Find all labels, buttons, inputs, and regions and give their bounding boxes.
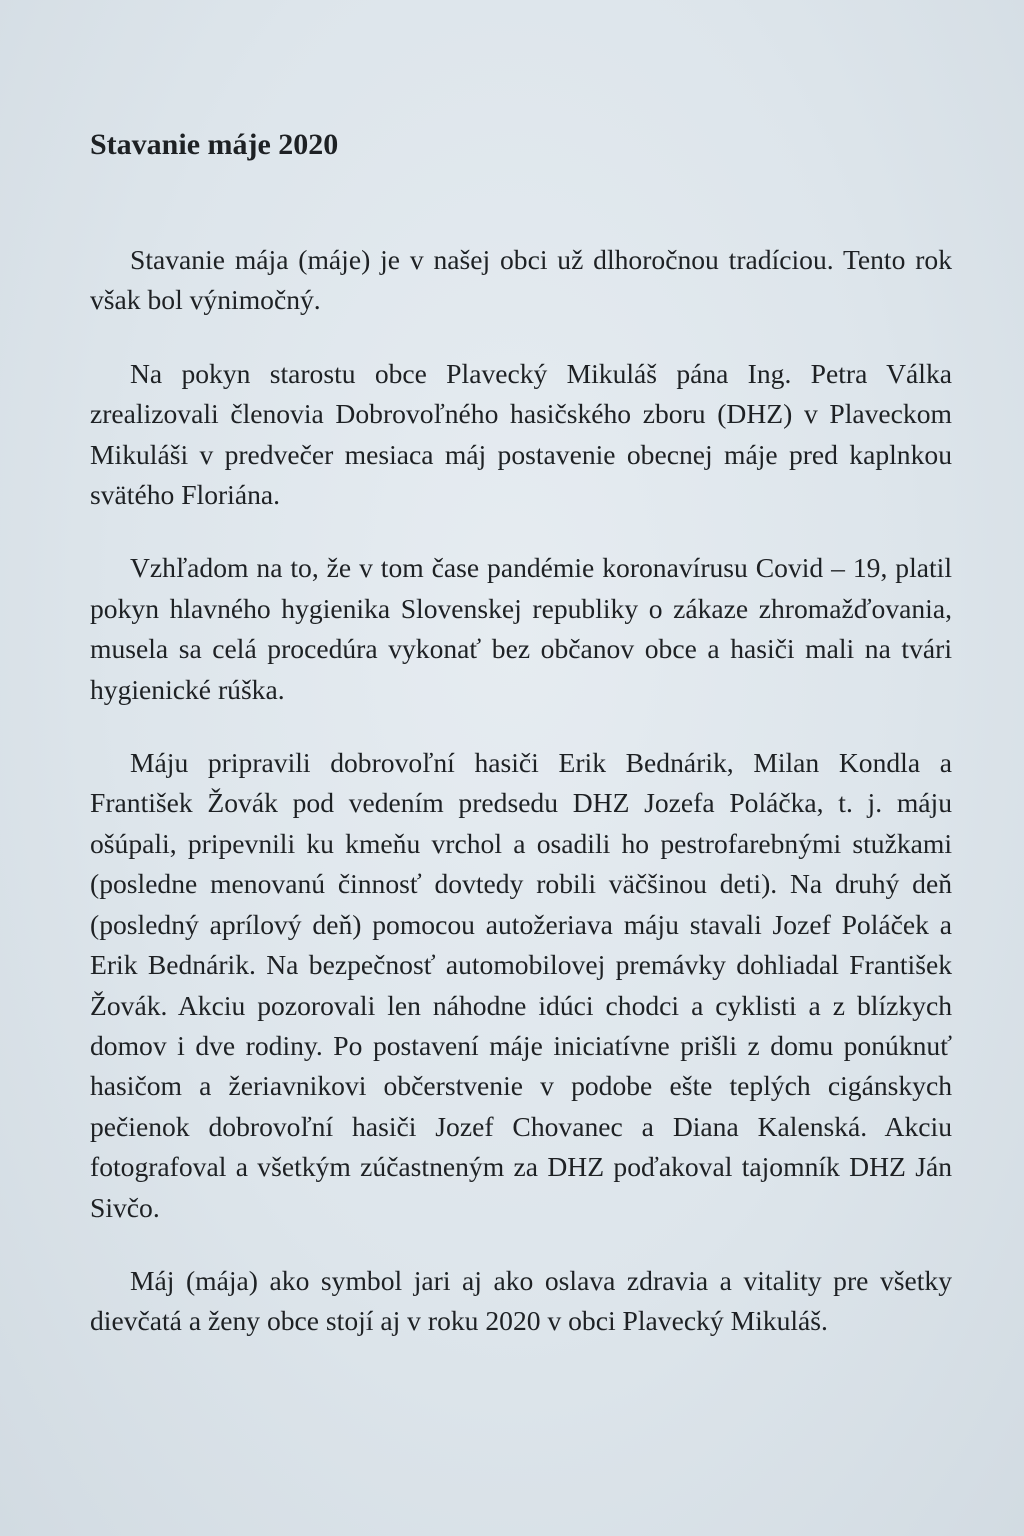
document-body	[90, 126, 952, 1375]
paragraph-mayor-instruction: Na pokyn starostu obce Plavecký Mikuláš pána Ing. Petra Válka zrealizovali členovia Dobrovoľného hasičského zboru (DHZ) v Plaveckom Mikuláši v predvečer mesiaca máj postavenie obecnej máje pred kaplnkou svätého Floriána.	[90, 357, 952, 511]
document-title: Stavanie máje 2020	[90, 128, 339, 161]
paragraph-pandemic: Vzhľadom na to, že v tom čase pandémie koronavírusu Covid – 19, platil pokyn hlavného hygienika Slovenskej republiky o zákaze zhromažďovania, musela sa celá procedúra vykonať bez občanov obce a hasiči mali na tvári hygienické rúška.	[90, 552, 952, 705]
paragraph-preparation: Máju pripravili dobrovoľní hasiči Erik Bednárik, Milan Kondla a František Žovák pod vedením predsedu DHZ Jozefa Poláčka, t. j. máju ošúpali, pripevnili ku kmeňu vrchol a osadili ho pestrofarebnými stužkami (posledne menovanú činnosť dovtedy robili väčšinou deti). Na druhý deň (posledný aprílový deň) pomocou autožeriava máju stavali Jozef Poláček a Erik Bednárik. Na bezpečnosť automobilovej premávky dohliadal František Žovák. Akciu pozorovali len náhodne idúci chodci a cyklisti a z blízkych domov i dve rodiny. Po postavení máje iniciatívne prišli z domu ponúknuť hasičom a žeriavnikovi občerstvenie v podobe ešte teplých cigánskych pečienok dobrovoľní hasiči Jozef Chovanec a Diana Kalenská. Akciu fotografoval a všetkým zúčastneným za DHZ poďakoval tajomník DHZ Ján Sivčo.	[90, 747, 952, 1223]
paragraph-list	[90, 240, 952, 1342]
paragraph-symbol: Máj (mája) ako symbol jari aj ako oslava zdravia a vitality pre všetky dievčatá a ženy obce stojí aj v roku 2020 v obci Plavecký Mikuláš.	[90, 1264, 952, 1337]
paragraph-intro: Stavanie mája (máje) je v našej obci už dlhoročnou tradíciou. Tento rok však bol výnimočný.	[90, 244, 952, 316]
